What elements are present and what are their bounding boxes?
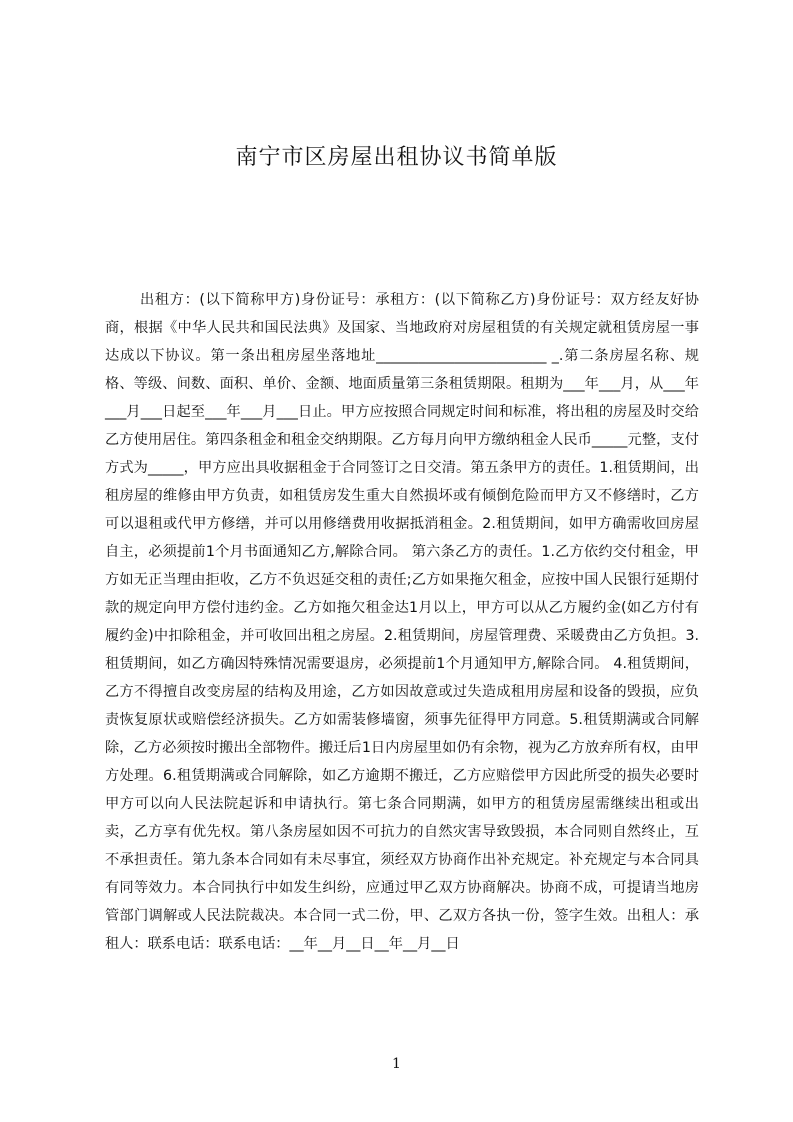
document-body-paragraph: 出租方：(以下简称甲方)身份证号：承租方：(以下简称乙方)身份证号：双方经友好协商，根据《中华人民共和国民法典》及国家、当地政府对房屋租赁的有关规定就租赁房屋一事达成以下协议。第一条出租房屋坐落地址________________________ _.第二条房屋名称、规格、等级、间数、面积、单价、金额、地面质量第三条租赁期限。租期为___年___月，从___年___月___日起至___年___月___日止。甲方应按照合同规定时间和标准，将出租的房屋及时交给乙方使用居住。第四条租金和租金交纳期限。乙方每月向甲方缴纳租金人民币_____元整，支付方式为_____，甲方应出具收据租金于合同签订之日交清。第五条甲方的责任。1.租赁期间，出租房屋的维修由甲方负责，如租赁房发生重大自然损坏或有倾倒危险而甲方又不修缮时，乙方可以退租或代甲方修缮，并可以用修缮费用收据抵消租金。2.租赁期间，如甲方确需收回房屋自主，必须提前1个月书面通知乙方,解除合同。 第六条乙方的责任。1.乙方依约交付租金，甲方如无正当理由拒收，乙方不负迟延交租的责任;乙方如果拖欠租金，应按中国人民银行延期付款的规定向甲方偿付违约金。乙方如拖欠租金达1月以上，甲方可以从乙方履约金(如乙方付有履约金)中扣除租金，并可收回出租之房屋。2.租赁期间，房屋管理费、采暖费由乙方负担。3.租赁期间，如乙方确因特殊情况需要退房，必须提前1个月通知甲方,解除合同。 4.租赁期间，乙方不得擅自改变房屋的结构及用途，乙方如因故意或过失造成租用房屋和设备的毁损，应负责恢复原状或赔偿经济损失。乙方如需装修墙窗，须事先征得甲方同意。5.租赁期满或合同解除，乙方必须按时搬出全部物件。搬迁后1日内房屋里如仍有余物，视为乙方放弃所有权，由甲方处理。6.租赁期满或合同解除，如乙方逾期不搬迁，乙方应赔偿甲方因此所受的损失必要时甲方可以向人民法院起诉和申请执行。第七条合同期满，如甲方的租赁房屋需继续出租或出卖，乙方享有优先权。第八条房屋如因不可抗力的自然灾害导致毁损，本合同则自然终止，互不承担责任。第九条本合同如有未尽事宜，须经双方协商作出补充规定。补充规定与本合同具有同等效力。本合同执行中如发生纠纷，应通过甲乙双方协商解决。协商不成，可提请当地房管部门调解或人民法院裁决。本合同一式二份，甲、乙双方各执一份，签字生效。出租人：承租人：联系电话：联系电话：__年__月__日__年__月__日 <box>105 292 699 952</box>
document-title: 南宁市区房屋出租协议书简单版 <box>235 145 558 170</box>
page-number: 1 <box>392 1056 401 1072</box>
